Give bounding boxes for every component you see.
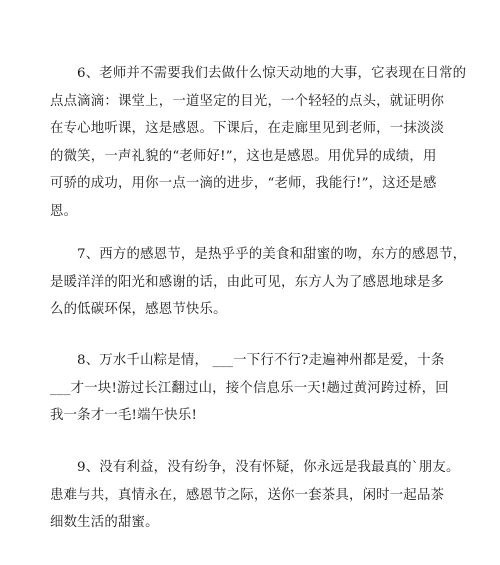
text-line: 恩。 (50, 203, 78, 219)
text-line: 么的低碳环保，感恩节快乐。 (50, 302, 227, 318)
text-line: 是暖洋洋的阳光和感谢的话，由此可见，东方人为了感恩地球是多 (50, 274, 445, 290)
text-line: 细数生活的甜蜜。 (50, 515, 159, 531)
text-line: 我一条才一毛!端午快乐! (50, 408, 198, 424)
text-line: 的微笑，一声礼貌的“老师好!”，这也是感恩。用优异的成绩，用 (50, 148, 437, 164)
text-line: ___才一块!游过长江翻过山，接个信息乐一天!趟过黄河跨过桥，回 (50, 380, 449, 396)
paragraph-8 (50, 347, 450, 430)
paragraph-9 (50, 454, 460, 537)
text-line: 可骄的成功，用你一点一滴的进步，“老师，我能行!”，这还是感 (50, 176, 437, 192)
text-line: 7、西方的感恩节，是热乎乎的美食和甜蜜的吻，东方的感恩节， (77, 247, 467, 262)
text-line: 点点滴滴：课堂上，一道坚定的目光，一个轻轻的点头，就证明你 (50, 93, 445, 109)
text-line: 患难与共，真情永在，感恩节之际，送你一套茶具，闲时一起品茶 (50, 487, 445, 503)
text-line: 9、没有利益，没有纷争，没有怀疑，你永远是我最真的`朋友。 (77, 460, 460, 475)
text-line: 8、万水千山粽是情， ___一下行不行?走遍神州都是爱，十条 (77, 353, 445, 368)
text-line: 在专心地听课，这是感恩。下课后，在走廊里见到老师，一抹淡淡 (50, 121, 445, 137)
text-line: 6、老师并不需要我们去做什么惊天动地的大事，它表现在日常的 (77, 66, 467, 81)
paragraph-6 (50, 60, 467, 226)
paragraph-7 (50, 241, 467, 324)
